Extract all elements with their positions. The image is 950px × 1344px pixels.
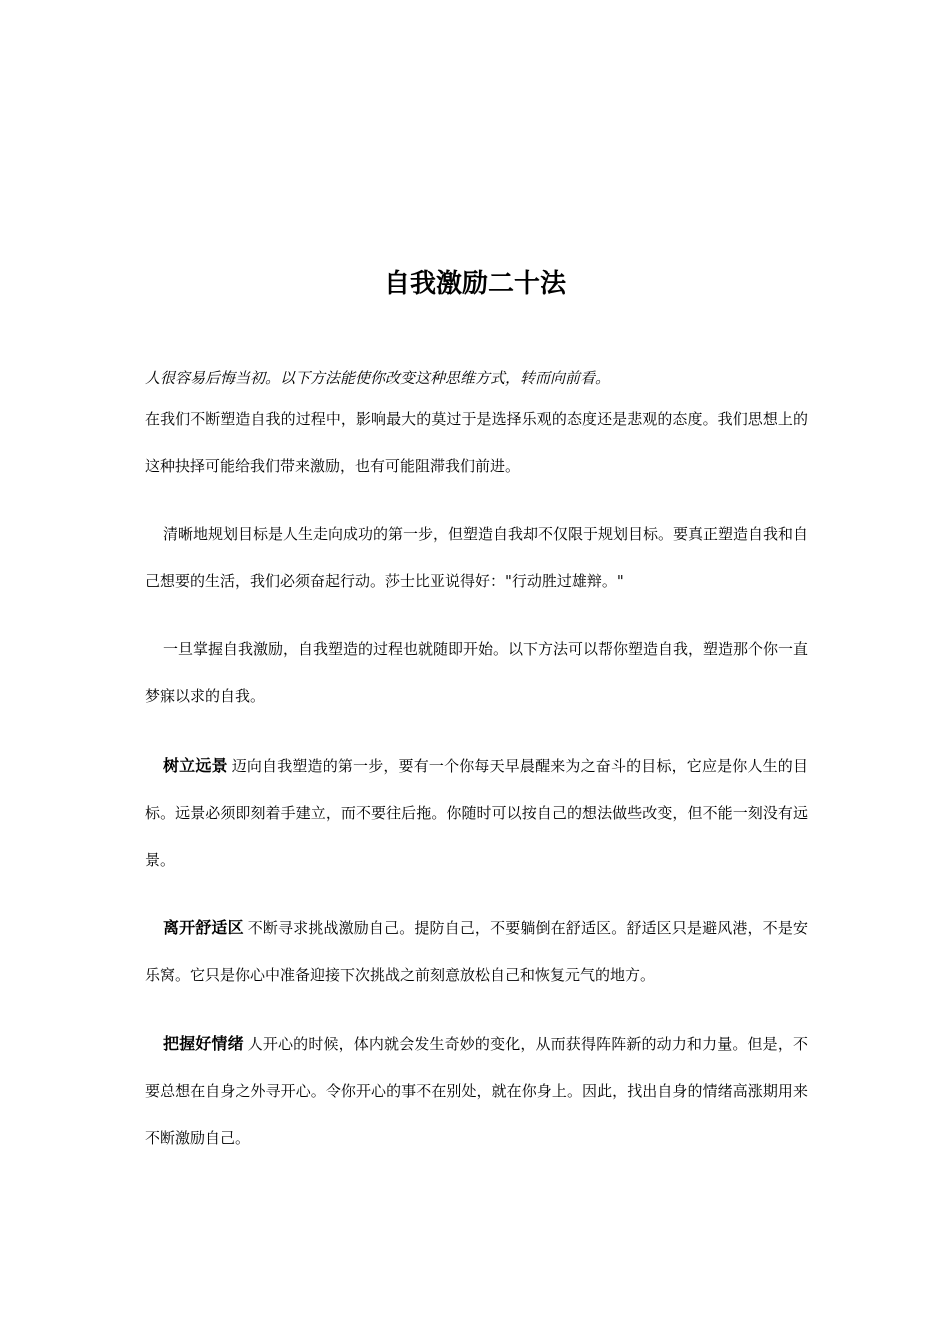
section-heading: 把握好情绪 <box>163 1034 244 1053</box>
body-paragraph: 一旦掌握自我激励，自我塑造的过程也就随即开始。以下方法可以帮你塑造自我，塑造那个你一直梦寐以求的自我。 <box>145 640 809 705</box>
section-text: 人开心的时候，体内就会发生奇妙的变化，从而获得阵阵新的动力和力量。但是，不要总想在自身之外寻开心。令你开心的事不在别处，就在你身上。因此，找出自身的情绪高涨期用来不断激励自己。 <box>145 1035 808 1147</box>
section-heading: 树立远景 <box>163 756 228 775</box>
section-text: 不断寻求挑战激励自己。提防自己，不要躺倒在舒适区。舒适区只是避风港，不是安乐窝。它只是你心中准备迎接下次挑战之前刻意放松自己和恢复元气的地方。 <box>145 919 808 984</box>
section-paragraph-vision <box>145 742 808 884</box>
intro-paragraph: 在我们不断塑造自我的过程中，影响最大的莫过于是选择乐观的态度还是悲观的态度。我们思想上的这种抉择可能给我们带来激励，也有可能阻滞我们前进。 <box>145 410 808 475</box>
section-paragraph-emotion <box>145 1020 808 1162</box>
document-subtitle: 人很容易后悔当初。以下方法能使你改变这种思维方式，转而向前看。 <box>145 369 611 387</box>
section-heading: 离开舒适区 <box>163 918 244 937</box>
section-text: 迈向自我塑造的第一步，要有一个你每天早晨醒来为之奋斗的目标，它应是你人生的目标。远景必须即刻着手建立，而不要往后拖。你随时可以按自己的想法做些改变，但不能一刻没有远景。 <box>145 757 808 869</box>
body-paragraph: 清晰地规划目标是人生走向成功的第一步，但塑造自我却不仅限于规划目标。要真正塑造自我和自己想要的生活，我们必须奋起行动。莎士比亚说得好："行动胜过雄辩。" <box>145 525 809 590</box>
document-title: 自我激励二十法 <box>383 269 566 299</box>
section-paragraph-comfort-zone <box>145 904 808 999</box>
